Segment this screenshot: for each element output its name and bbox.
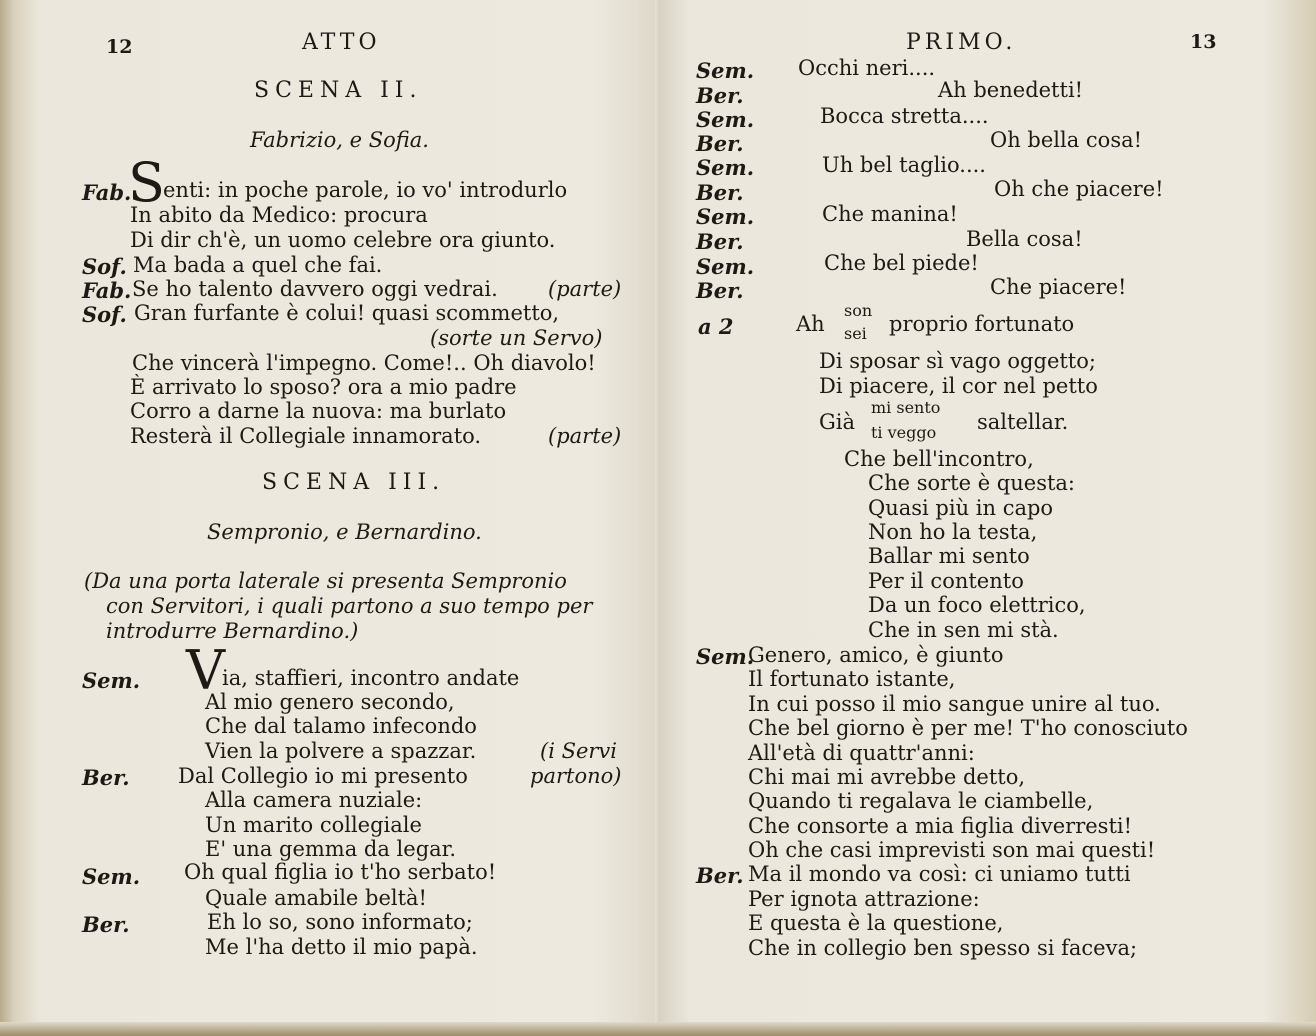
speaker-label: Sof. [82, 302, 127, 327]
verse-line: Bocca stretta.... [820, 104, 989, 128]
verse-line: Ma il mondo va così: ci uniamo tutti [748, 862, 1131, 886]
verse-line: Che manina! [822, 202, 958, 226]
scene-title: SCENA III. [262, 470, 446, 495]
speaker-label: a 2 [698, 314, 734, 339]
verse-line: Uh bel taglio.... [822, 153, 986, 177]
verse-line: Che bell'incontro, [844, 447, 1034, 471]
verse-line: Eh lo so, sono informato; [207, 910, 473, 934]
verse-line: In abito da Medico: procura [130, 203, 428, 227]
stage-direction: introdurre Bernardino.) [106, 619, 359, 643]
speaker-label: Sem. [696, 58, 755, 83]
verse-line: Oh qual figlia io t'ho serbato! [184, 860, 497, 884]
speaker-label: Ber. [82, 765, 130, 790]
speaker-label: Ber. [696, 83, 744, 108]
verse-line: proprio fortunato [889, 312, 1075, 336]
verse-line: Quasi più in capo [868, 496, 1054, 520]
page-number: 12 [106, 36, 133, 58]
speaker-label: Fab. [82, 180, 132, 205]
book-bottom-edge [0, 1022, 1316, 1036]
verse-line: Non ho la testa, [868, 520, 1038, 544]
verse-line: Oh bella cosa! [990, 128, 1143, 152]
verse-line: Quando ti regalava le ciambelle, [748, 789, 1094, 813]
speaker-label: Ber. [82, 912, 130, 937]
verse-line: Che bel giorno è per me! T'ho conosciuto [748, 716, 1188, 740]
scene-characters: Fabrizio, e Sofia. [250, 128, 429, 152]
alt-word-bottom: ti veggo [871, 423, 937, 442]
verse-line: Oh che casi imprevisti son mai questi! [748, 838, 1156, 862]
speaker-label: Sem. [696, 155, 755, 180]
speaker-label: Sem. [82, 668, 141, 693]
verse-line: Dal Collegio io mi presento [178, 764, 468, 788]
verse-line: Il fortunato istante, [748, 667, 956, 691]
verse-line: All'età di quattr'anni: [748, 741, 975, 765]
verse-line: Oh che piacere! [994, 177, 1164, 201]
speaker-label: Ber. [696, 180, 744, 205]
scene-title: SCENA II. [254, 78, 423, 103]
verse-line: Me l'ha detto il mio papà. [205, 935, 478, 959]
verse-line: Ma bada a quel che fai. [133, 253, 383, 277]
drop-cap: V [186, 639, 225, 702]
verse-line: Già [819, 410, 856, 434]
verse-line: Che bel piede! [824, 251, 979, 275]
speaker-label: Ber. [696, 278, 744, 303]
page-number: 13 [1190, 31, 1217, 53]
verse-line: Occhi neri.... [798, 56, 936, 80]
verse-line: È arrivato lo sposo? ora a mio padre [130, 375, 517, 399]
speaker-label: Sem. [696, 644, 755, 669]
stage-note: (parte) [548, 277, 622, 301]
verse-line: Che in collegio ben spesso si faceva; [748, 936, 1138, 960]
verse-line: Ah benedetti! [938, 78, 1084, 102]
scene-characters: Sempronio, e Bernardino. [207, 520, 482, 544]
verse-line: saltellar. [977, 410, 1069, 434]
alt-word-top: mi sento [871, 398, 941, 417]
verse-line: Che in sen mi stà. [868, 618, 1059, 642]
verse-line: Bella cosa! [966, 227, 1083, 251]
verse-line: Che vincerà l'impegno. Come!.. Oh diavolo! [132, 351, 596, 375]
stage-note: (parte) [548, 424, 622, 448]
stage-direction: con Servitori, i quali partono a suo tempo per [106, 594, 593, 618]
verse-line: E' una gemma da legar. [205, 837, 457, 861]
verse-line: Da un foco elettrico, [868, 593, 1086, 617]
verse-line: Vien la polvere a spazzar. [205, 739, 477, 763]
verse-line: Di sposar sì vago oggetto; [819, 349, 1096, 373]
verse-line: E questa è la questione, [748, 911, 1004, 935]
speaker-label: Sem. [82, 864, 141, 889]
stage-direction: (Da una porta laterale si presenta Sempronio [84, 569, 567, 593]
verse-line: Alla camera nuziale: [205, 788, 423, 812]
verse-line: Chi mai mi avrebbe detto, [748, 765, 1026, 789]
right-page [660, 0, 1316, 1036]
verse-line: Genero, amico, è giunto [748, 643, 1004, 667]
verse-line: enti: in poche parole, io vo' introdurlo [163, 178, 568, 202]
verse-line: Per il contento [868, 569, 1024, 593]
alt-word-bottom: sei [844, 324, 867, 343]
verse-line: Di piacere, il cor nel petto [819, 374, 1098, 398]
verse-line: Che sorte è questa: [868, 471, 1076, 495]
running-head: ATTO [302, 30, 381, 55]
stage-note: (i Servi [540, 739, 618, 763]
speaker-label: Sem. [696, 204, 755, 229]
speaker-label: Fab. [82, 278, 132, 303]
verse-line: Che consorte a mia figlia diverresti! [748, 814, 1133, 838]
verse-line: ia, staffieri, incontro andate [222, 666, 520, 690]
verse-line: Ah [796, 312, 825, 336]
drop-cap: S [128, 151, 165, 214]
verse-line: Che dal talamo infecondo [205, 714, 477, 738]
verse-line: Al mio genero secondo, [205, 690, 455, 714]
stage-direction: (sorte un Servo) [430, 326, 603, 350]
speaker-label: Sem. [696, 254, 755, 279]
verse-line: Gran furfante è colui! quasi scommetto, [134, 301, 560, 325]
verse-line: Un marito collegiale [205, 813, 422, 837]
speaker-label: Sof. [82, 254, 127, 279]
verse-line: Corro a darne la nuova: ma burlato [130, 399, 507, 423]
alt-word-top: son [844, 301, 873, 320]
verse-line: Per ignota attrazione: [748, 887, 980, 911]
speaker-label: Sem. [696, 107, 755, 132]
stage-note: partono) [530, 764, 622, 788]
verse-line: Quale amabile beltà! [205, 886, 427, 910]
verse-line: Se ho talento davvero oggi vedrai. [132, 277, 498, 301]
verse-line: Resterà il Collegiale innamorato. [130, 424, 482, 448]
verse-line: Di dir ch'è, un uomo celebre ora giunto. [130, 228, 556, 252]
running-head: PRIMO. [906, 30, 1017, 55]
speaker-label: Ber. [696, 131, 744, 156]
speaker-label: Ber. [696, 229, 744, 254]
verse-line: Ballar mi sento [868, 544, 1030, 568]
verse-line: In cui posso il mio sangue unire al tuo. [748, 692, 1161, 716]
verse-line: Che piacere! [990, 275, 1127, 299]
speaker-label: Ber. [696, 863, 744, 888]
